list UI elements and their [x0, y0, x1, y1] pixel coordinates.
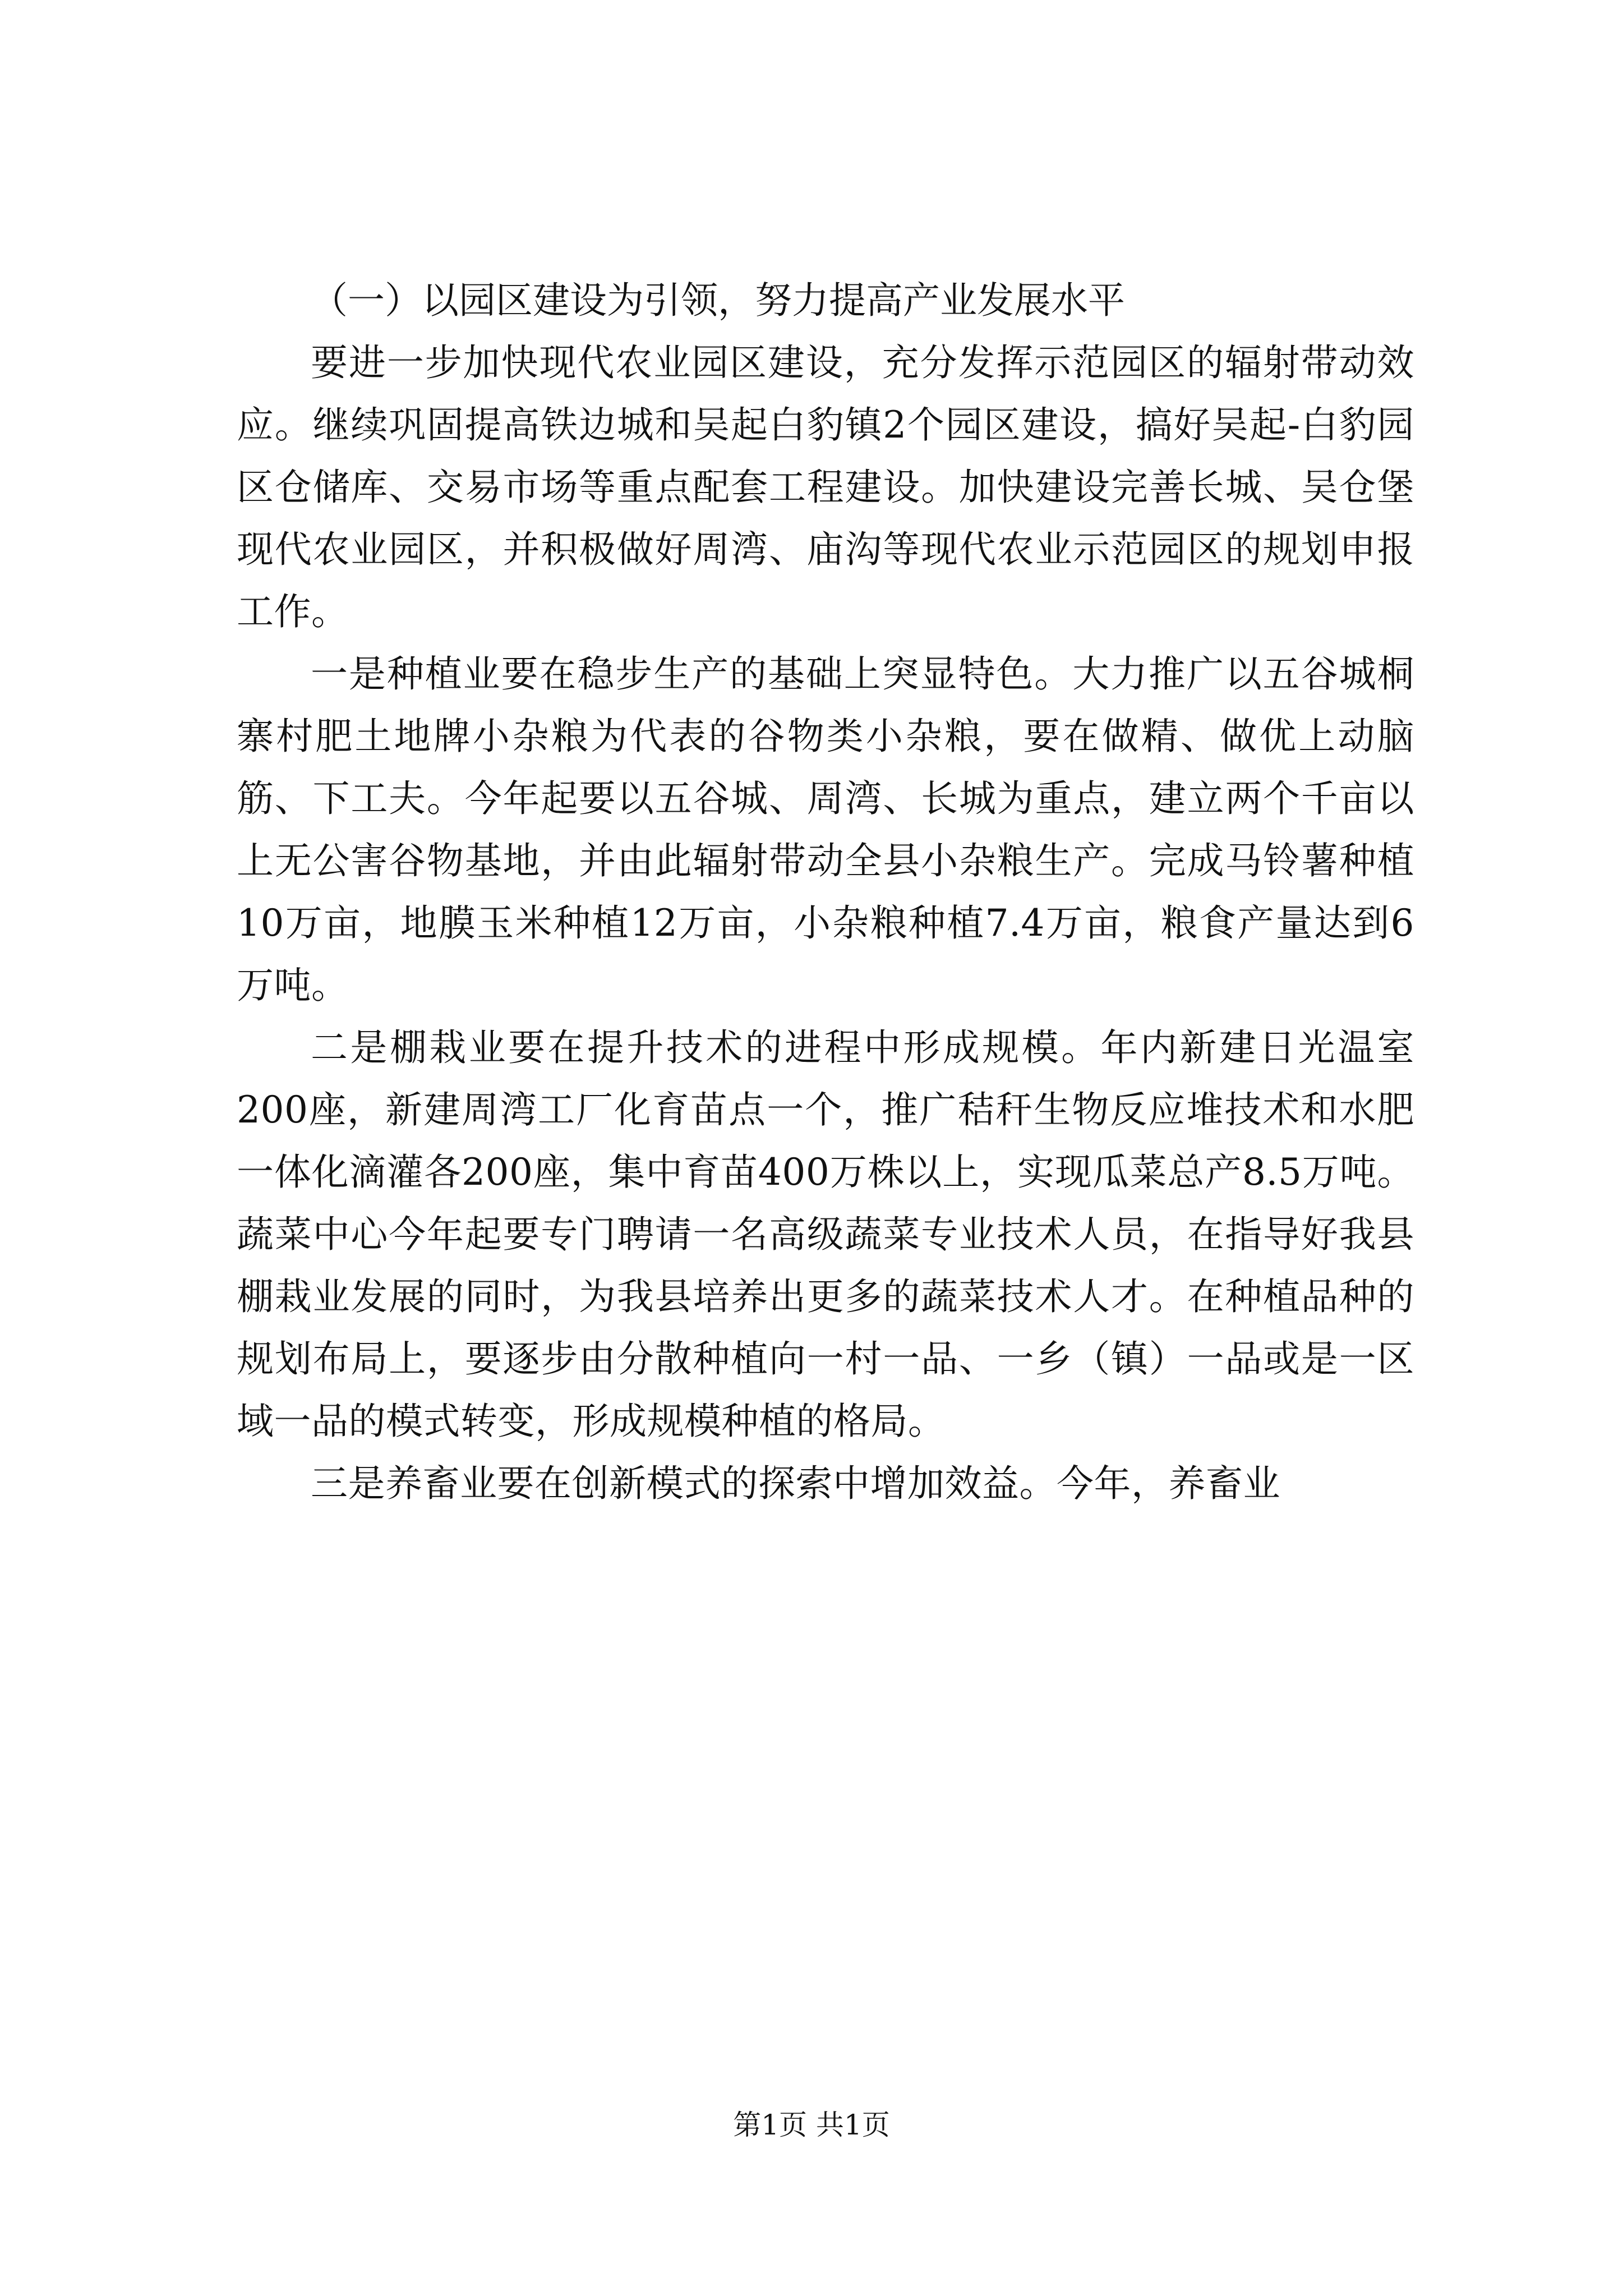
paragraph-greenhouse: 二是棚栽业要在提升技术的进程中形成规模。年内新建日光温室200座，新建周湾工厂化育苗点一个，推广秸秆生物反应堆技术和水肥一体化滴灌各200座，集中育苗400万株以上，实现瓜菜总产8.5万吨。蔬菜中心今年起要专门聘请一名高级蔬菜专业技术人员，在指导好我县棚栽业发展的同时，为我县培养出更多的蔬菜技术人才。在种植品种的规划布局上，要逐步由分散种植向一村一品、一乡（镇）一品或是一区域一品的模式转变，形成规模种植的格局。	[237, 1026, 1414, 1443]
paragraph-park-construction: 要进一步加快现代农业园区建设，充分发挥示范园区的辐射带动效应。继续巩固提高铁边城和吴起白豹镇2个园区建设，搞好吴起-白豹园区仓储库、交易市场等重点配套工程建设。加快建设完善长城、吴仓堡现代农业园区，并积极做好周湾、庙沟等现代农业示范园区的规划申报工作。	[237, 341, 1414, 633]
paragraph-planting: 一是种植业要在稳步生产的基础上突显特色。大力推广以五谷城桐寨村肥土地牌小杂粮为代表的谷物类小杂粮，要在做精、做优上动脑筋、下工夫。今年起要以五谷城、周湾、长城为重点，建立两个千亩以上无公害谷物基地，并由此辐射带动全县小杂粮生产。完成马铃薯种植10万亩，地膜玉米种植12万亩，小杂粮种植7.4万亩，粮食产量达到6万吨。	[237, 652, 1414, 1007]
paragraph-livestock: 三是养畜业要在创新模式的探索中增加效益。今年，养畜业	[311, 1462, 1280, 1505]
document-body	[237, 269, 1414, 1515]
section-heading: （一）以园区建设为引领，努力提高产业发展水平	[311, 279, 1125, 322]
page-footer: 第1页 共1页	[733, 2109, 890, 2141]
